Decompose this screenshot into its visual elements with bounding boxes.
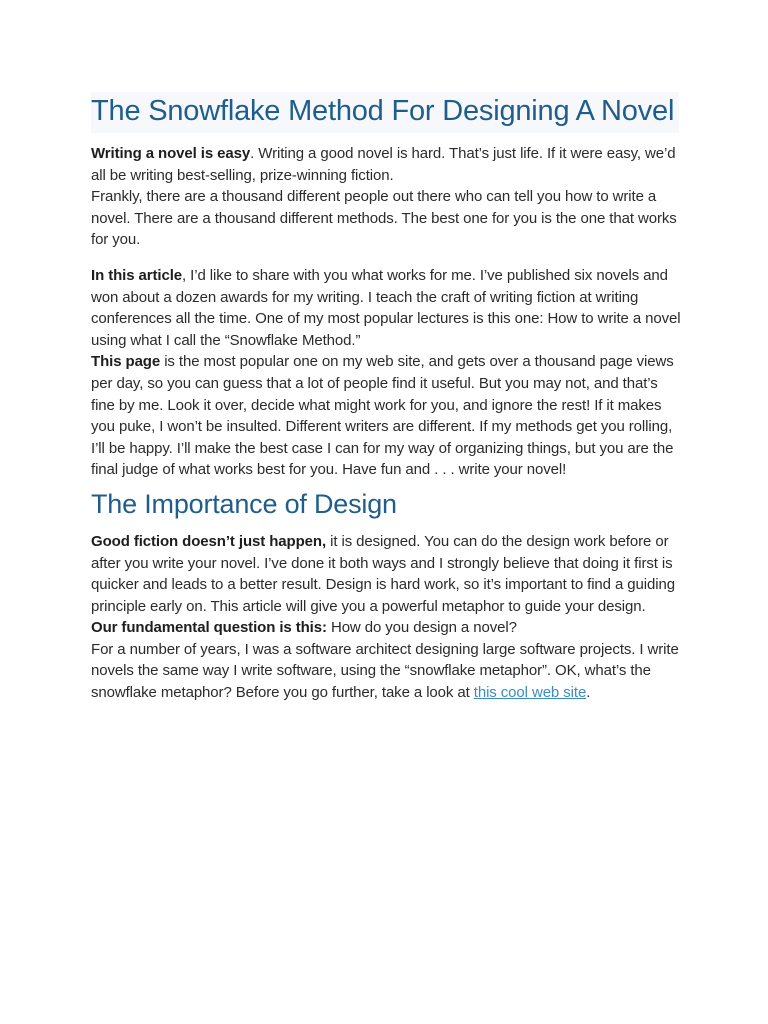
cool-web-site-link[interactable]: this cool web site: [473, 684, 587, 702]
design-paragraph-1-text: it is designed. You can do the design work before or after you write your novel. I’ve done it both ways and I strongly believe that doing it first is quicker and leads to a better result. Design is hard work, so it’s important to find a guiding principle early on. This article will give you a powerful metaphor to guide your design.: [91, 532, 675, 615]
fundamental-question-bold: Our fundamental question is this:: [91, 619, 327, 637]
intro-paragraph-1-text: . Writing a good novel is hard. That’s just life. If it were easy, we’d all be writing best-selling, prize-winning fiction.: [91, 145, 676, 184]
intro-paragraph-2: Frankly, there are a thousand different people out there who can tell you how to write a novel. There are a thousand different methods. The best one for you is the one that works for you.: [91, 188, 677, 249]
in-this-article-bold: In this article: [91, 266, 183, 284]
intro-paragraph-3-text: , I’d like to share with you what works for me. I’ve published six novels and won about a dozen awards for my writing. I teach the craft of writing fiction at writing conferences all the time. One of my most popular lectures is this one: How to write a novel using what I call the “Snowflake Method.”: [91, 266, 681, 349]
intro-paragraph-1: [91, 143, 681, 186]
intro-paragraph-4: [91, 351, 681, 481]
article-title: The Snowflake Method For Designing A Novel: [91, 95, 675, 127]
design-paragraph-2-text: How do you design a novel?: [326, 619, 517, 637]
design-paragraph-3-end: .: [586, 684, 591, 702]
design-paragraph-1: [91, 531, 681, 617]
title-block: [91, 92, 679, 133]
section-heading-design: The Importance of Design: [91, 488, 397, 519]
design-paragraph-3: [91, 639, 681, 704]
design-paragraph-3-text: For a number of years, I was a software architect designing large software projects. I write novels the same way I write software, using the “snowflake metaphor”. OK, what’s the snowflake metaphor? Before you go further, take a look at: [91, 640, 679, 702]
intro-paragraph-3: [91, 265, 681, 351]
article: [91, 0, 681, 704]
intro-paragraph-4-text: is the most popular one on my web site, and gets over a thousand page views per day, so you can guess that a lot of people find it useful. But you may not, and that’s fine by me. Look it over, decide what might work for you, and ignore the rest! If it makes you puke, I won’t be insulted. Different writers are different. If my methods get you rolling, I’ll be happy. I’ll make the best case I can for my way of organizing things, but you are the final judge of what works best for you. Have fun and . . . write your novel!: [91, 353, 674, 479]
good-fiction-bold: Good fiction doesn’t just happen,: [91, 532, 327, 550]
this-page-bold: This page: [91, 353, 161, 371]
intro-lead-bold: Writing a novel is easy: [91, 145, 251, 162]
design-paragraph-2: [91, 617, 681, 639]
